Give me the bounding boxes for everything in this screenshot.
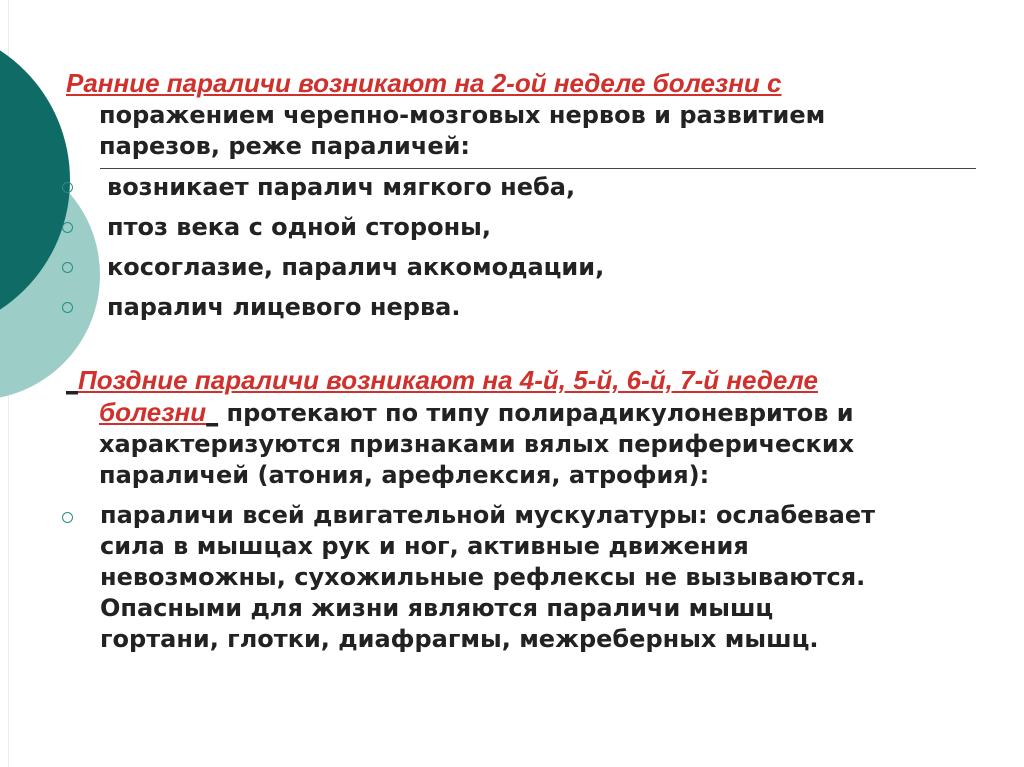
muscle-paralysis-line2: сила в мышцах рук и ног, активные движения (100, 532, 749, 560)
circle-bullet-icon (62, 222, 73, 233)
lead-dash: _ (66, 367, 78, 395)
late-paralysis-line1 (66, 397, 966, 429)
list-item (62, 207, 982, 247)
list-item-text: возникает паралич мягкого неба, (107, 173, 576, 201)
late-paralysis-heading-line1: Поздние параличи возникают на 4-й, 5-й, 6-й, 7-й неделе (78, 365, 818, 395)
late-paralysis-line3: параличей (атония, арефлексия, атрофия): (99, 461, 710, 489)
muscle-paralysis-line3: невозможны, сухожильные рефлексы не вызываются. (100, 563, 866, 591)
early-paralysis-list (62, 167, 982, 327)
circle-bullet-icon (62, 302, 73, 313)
list-item (62, 167, 982, 207)
late-paralysis-line2: характеризуются признаками вялых периферических (99, 430, 855, 458)
early-paralysis-line1: поражением черепно-мозговых нервов и развитием (99, 101, 826, 129)
heading-dash: _ (206, 399, 219, 427)
early-paralysis-line2: парезов, реже параличей: (99, 132, 471, 160)
late-paralysis-paragraph (66, 365, 966, 491)
list-item-text: косоглазие, паралич аккомодации, (107, 253, 605, 281)
late-paralysis-text1: протекают по типу полирадикулоневритов и (218, 399, 854, 427)
muscle-paralysis-line5: гортани, глотки, диафрагмы, межреберных мышц. (100, 625, 819, 653)
circle-bullet-icon (62, 512, 73, 523)
muscle-paralysis-paragraph (62, 500, 1000, 655)
late-paralysis-heading-line2: болезни (99, 397, 207, 427)
list-item (62, 287, 982, 327)
list-item (62, 247, 982, 287)
muscle-paralysis-line1: параличи всей двигательной мускулатуры: ослабевает (100, 501, 876, 529)
list-item-text: птоз века с одной стороны, (107, 213, 491, 241)
list-item-text: паралич лицевого нерва. (107, 293, 461, 321)
early-paralysis-paragraph (66, 68, 966, 162)
muscle-paralysis-line4: Опасными для жизни являются параличи мышц (100, 594, 774, 622)
early-paralysis-heading: Ранние параличи возникают на 2-ой неделе болезни с (66, 68, 782, 98)
circle-bullet-icon (62, 182, 73, 193)
circle-bullet-icon (62, 262, 73, 273)
